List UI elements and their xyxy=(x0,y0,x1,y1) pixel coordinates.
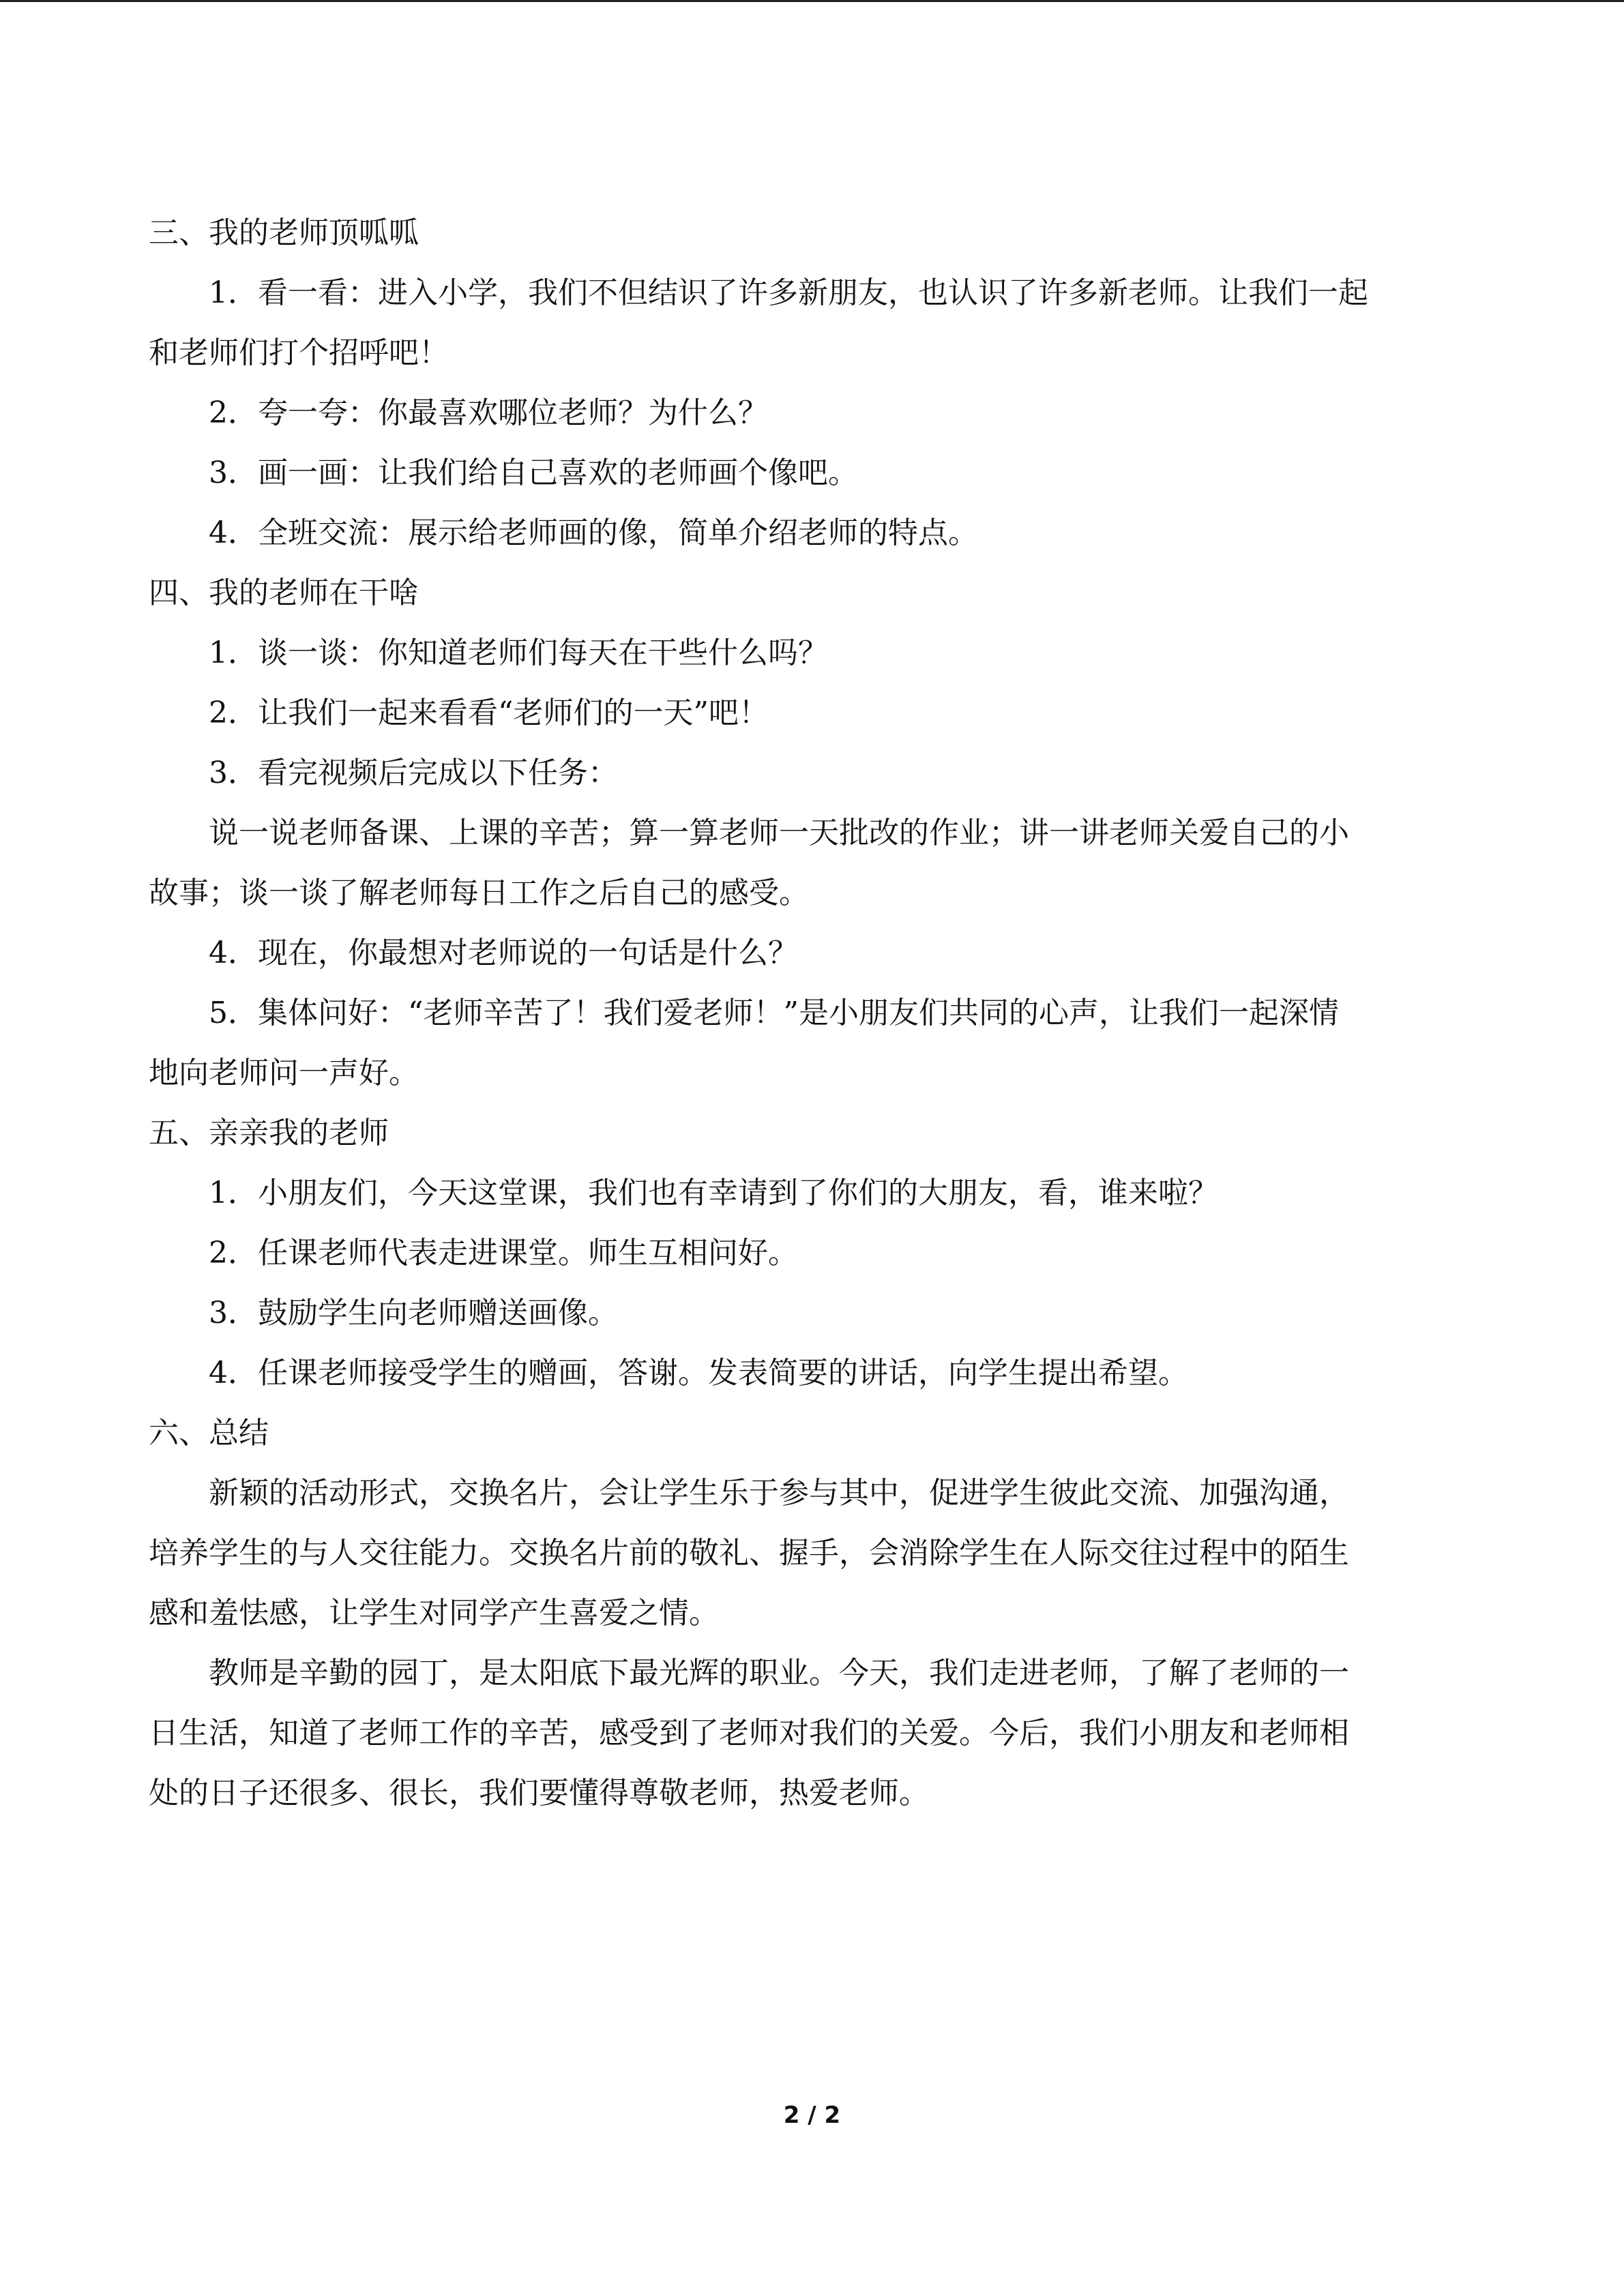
section-heading: 五、亲亲我的老师 xyxy=(149,1116,389,1150)
section-heading: 四、我的老师在干啥 xyxy=(149,576,419,610)
page-number: 2 / 2 xyxy=(783,2102,841,2129)
list-item: 2．夸一夸：你最喜欢哪位老师？为什么？ xyxy=(209,396,768,430)
list-item: 4．全班交流：展示给老师画的像，简单介绍老师的特点。 xyxy=(209,516,978,550)
section-heading: 三、我的老师顶呱呱 xyxy=(149,215,419,250)
list-item: 2．让我们一起来看看“老师们的一天”吧！ xyxy=(209,696,769,730)
list-item: 3．鼓励学生向老师赠送画像。 xyxy=(209,1296,618,1330)
list-item: 1．小朋友们，今天这堂课，我们也有幸请到了你们的大朋友，看，谁来啦？ xyxy=(209,1176,1218,1210)
paragraph-line: 新颖的活动形式，交换名片，会让学生乐于参与其中，促进学生彼此交流、加强沟通， xyxy=(209,1476,1349,1510)
document-body xyxy=(149,203,1475,1823)
paragraph-continuation: 日生活，知道了老师工作的辛苦，感受到了老师对我们的关爱。今后，我们小朋友和老师相 xyxy=(149,1716,1349,1750)
paragraph-line: 说一说老师备课、上课的辛苦；算一算老师一天批改的作业；讲一讲老师关爱自己的小 xyxy=(209,816,1349,850)
list-item: 4．任课老师接受学生的赠画，答谢。发表简要的讲话，向学生提出希望。 xyxy=(209,1356,1188,1390)
list-item: 5．集体问好：“老师辛苦了！我们爱老师！”是小朋友们共同的心声，让我们一起深情 xyxy=(209,996,1339,1030)
paragraph-continuation: 感和羞怯感，让学生对同学产生喜爱之情。 xyxy=(149,1596,719,1630)
list-item: 4．现在，你最想对老师说的一句话是什么？ xyxy=(209,936,798,970)
list-item: 1．谈一谈：你知道老师们每天在干些什么吗？ xyxy=(209,636,828,670)
paragraph-continuation: 培养学生的与人交往能力。交换名片前的敬礼、握手，会消除学生在人际交往过程中的陌生 xyxy=(149,1536,1349,1570)
paragraph-continuation: 故事；谈一谈了解老师每日工作之后自己的感受。 xyxy=(149,876,809,910)
list-item: 1．看一看：进入小学，我们不但结识了许多新朋友，也认识了许多新老师。让我们一起 xyxy=(209,275,1368,310)
list-item: 3．看完视频后完成以下任务： xyxy=(209,756,618,790)
list-item: 3．画一画：让我们给自己喜欢的老师画个像吧。 xyxy=(209,456,858,490)
top-border-line xyxy=(0,0,1624,2)
section-heading: 六、总结 xyxy=(149,1416,269,1450)
list-item: 2．任课老师代表走进课堂。师生互相问好。 xyxy=(209,1236,798,1270)
paragraph-line: 教师是辛勤的园丁，是太阳底下最光辉的职业。今天，我们走进老师，了解了老师的一 xyxy=(209,1656,1349,1690)
list-item-continuation: 和老师们打个招呼吧！ xyxy=(149,336,449,370)
paragraph-continuation: 处的日子还很多、很长，我们要懂得尊敬老师，热爱老师。 xyxy=(149,1776,929,1810)
list-item-continuation: 地向老师问一声好。 xyxy=(149,1056,419,1090)
